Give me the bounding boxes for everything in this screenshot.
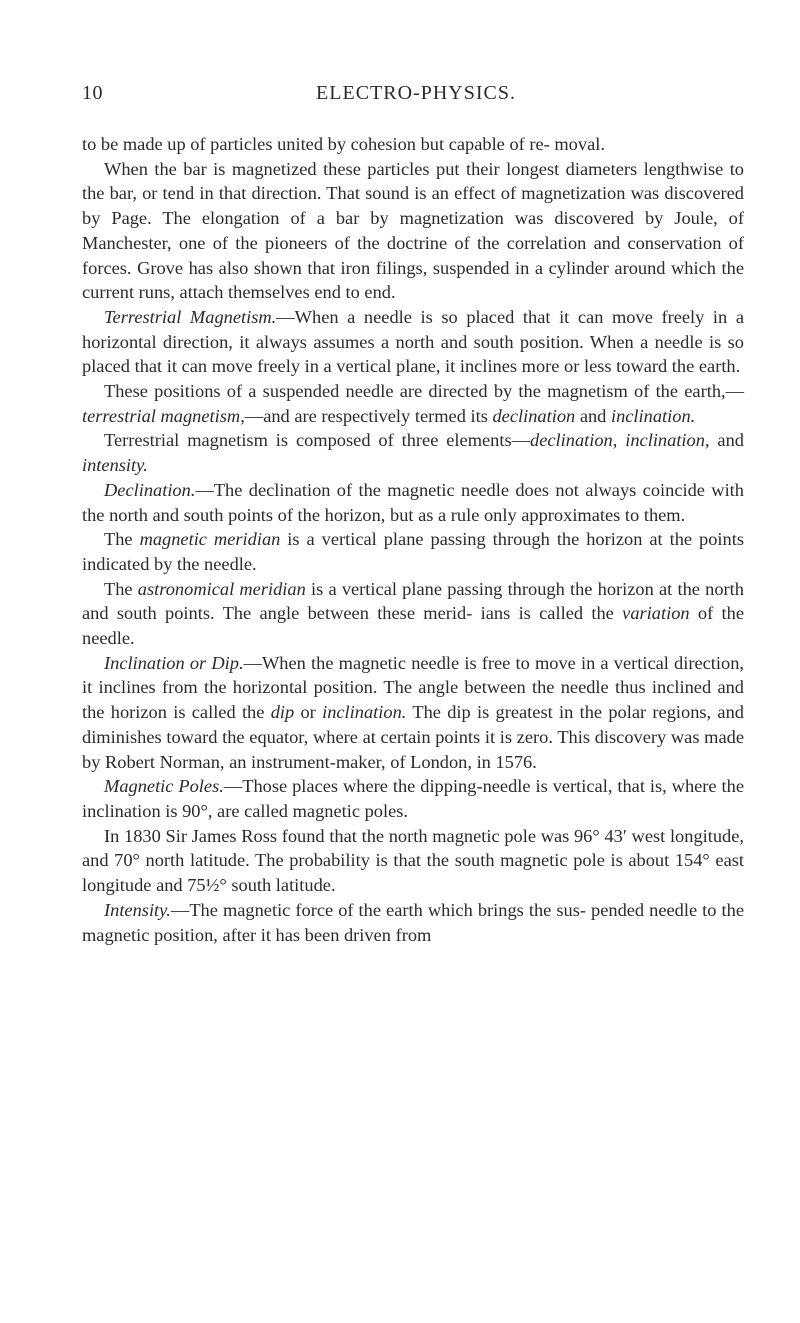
- section-heading: Declination.: [104, 479, 196, 500]
- paragraph: In 1830 Sir James Ross found that the north magnetic pole was 96° 43′ west longitude, and 70° north latitude. The probability is that the south magnetic pole is about 154° east longitude and 75½° south latitude.: [82, 825, 745, 896]
- section-heading: Magnetic Poles.: [104, 776, 224, 797]
- paragraph: The astronomical meridian is a vertical plane passing through the horizon at the north and south points. The angle between these merid- ians is called the variation of the needle.: [82, 578, 745, 649]
- paragraph: Inclination or Dip.—When the magnetic needle is free to move in a vertical direction, it inclines from the horizontal position. The angle between the needle thus inclined and the horizon is called the dip or inclination. The dip is greatest in the polar regions, and diminishes toward the equator, where at certain points it is zero. This discovery was made by Robert Norman, an instrument-maker, of London, in 1576.: [82, 652, 744, 772]
- section-heading: Intensity.: [104, 899, 171, 920]
- body-text: [82, 132, 744, 947]
- section-heading: Terrestrial Magnetism.: [104, 306, 277, 327]
- page-header: [82, 82, 750, 112]
- page-number: 10: [82, 82, 103, 104]
- paragraph: Terrestrial Magnetism.—When a needle is so placed that it can move freely in a horizontal direction, it always assumes a north and south position. When a needle is so placed that it can move freely in a vertical plane, it inclines more or less toward the earth.: [82, 306, 744, 377]
- paragraph: These positions of a suspended needle are directed by the magnetism of the earth,—terrestrial magnetism,—and are respectively termed its declination and inclination.: [82, 381, 744, 426]
- paragraph: Intensity.—The magnetic force of the earth which brings the sus- pended needle to the magnetic position, after it has been driven from: [82, 899, 744, 945]
- paragraph: to be made up of particles united by cohesion but capable of re- moval.: [82, 134, 605, 154]
- paragraph: When the bar is magnetized these particles put their longest diameters lengthwise to the bar, or tend in that direction. That sound is an effect of magnetization was discovered by Page. The elongation of a bar by magnetization was discovered by Joule, of Manchester, one of the pioneers of the doctrine of the correlation and conservation of forces. Grove has also shown that iron filings, suspended in a cylinder around which the current runs, attach themselves end to end.: [82, 158, 744, 303]
- paragraph: The magnetic meridian is a vertical plane passing through the horizon at the points indicated by the needle.: [82, 529, 744, 574]
- paragraph: Terrestrial magnetism is composed of three elements—declination, inclination, and intensity.: [82, 430, 744, 476]
- section-heading: Inclination or Dip.: [104, 652, 244, 673]
- running-title: ELECTRO-PHYSICS.: [316, 82, 516, 104]
- paragraph: Magnetic Poles.—Those places where the dipping-needle is vertical, that is, where the inclination is 90°, are called magnetic poles.: [82, 776, 744, 821]
- paragraph: Declination.—The declination of the magnetic needle does not always coincide with the north and south points of the horizon, but as a rule only approximates to them.: [82, 479, 744, 525]
